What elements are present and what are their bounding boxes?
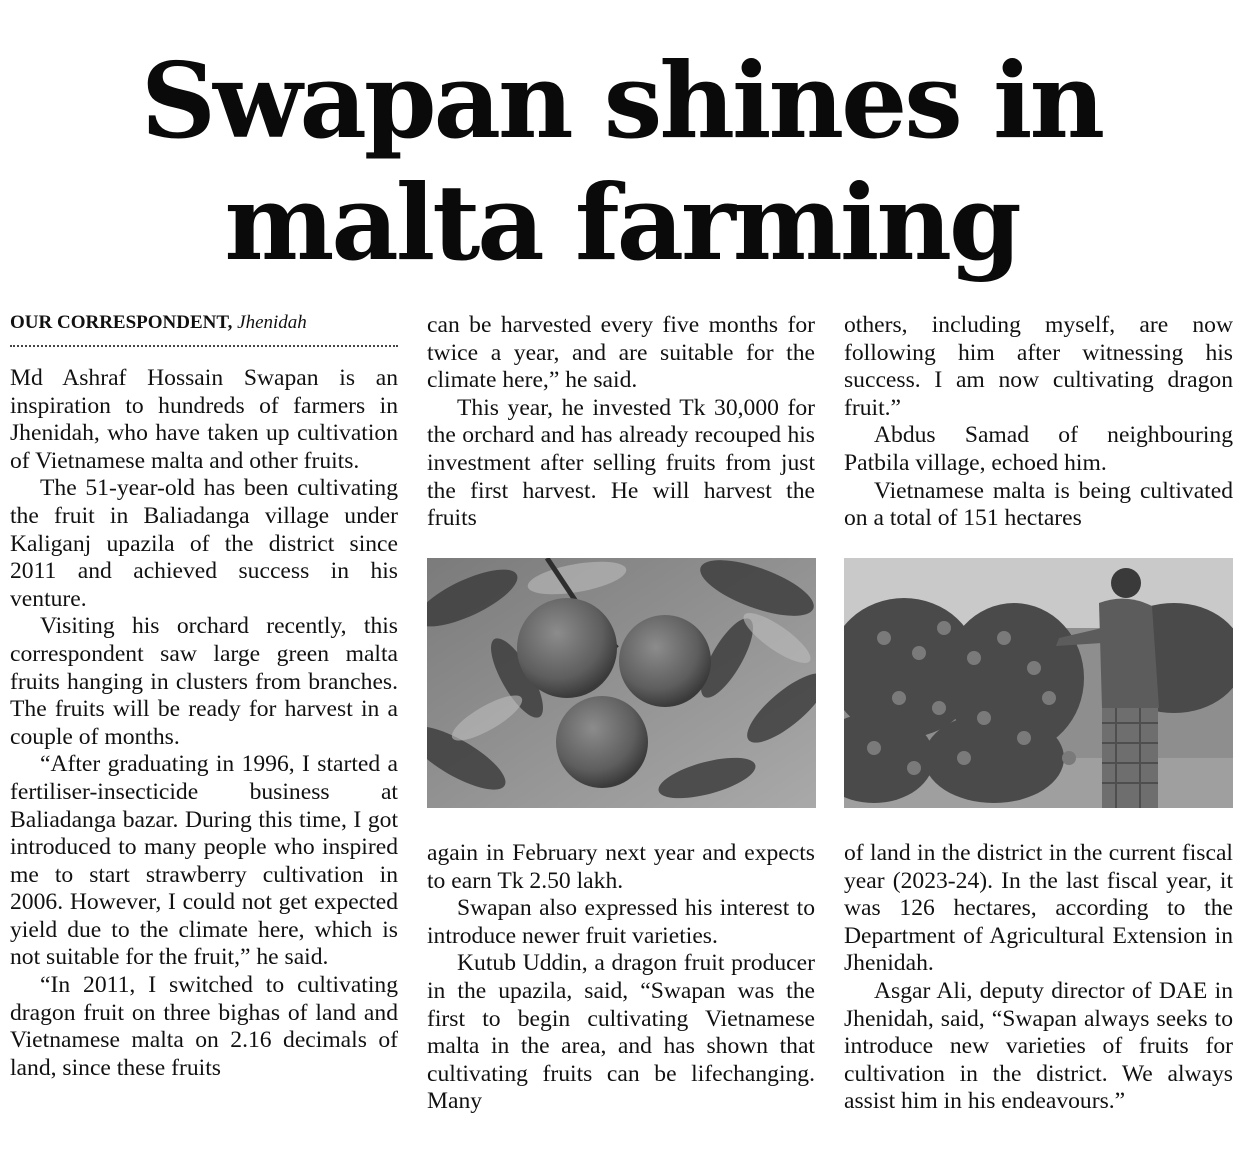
- paragraph: Abdus Samad of neighbouring Patbila village, echoed him.: [844, 422, 1233, 476]
- headline-line-2: malta farming: [224, 161, 1019, 284]
- paragraph: “After graduating in 1996, I started a fertiliser-insecticide business at Baliadanga bazar. During this time, I got introduced to many people who inspired me to start strawberry cultivation in 2006. However, I could not get expected yield due to the climate here, which is not suitable for the fruit,” he said.: [10, 751, 398, 971]
- malta-fruit-cluster-photo-icon: [427, 558, 816, 808]
- byline-divider: [10, 345, 398, 347]
- paragraph: Kutub Uddin, a dragon fruit producer in the upazila, said, “Swapan was the first to begin cultivating Vietnamese malta in the area, and has shown that cultivating fruits can be lifechanging. Many: [427, 950, 815, 1115]
- column-2-bottom: [427, 840, 815, 1116]
- paragraph: Visiting his orchard recently, this correspondent saw large green malta fruits hanging in clusters from branches. The fruits will be ready for harvest in a couple of months.: [10, 613, 398, 750]
- byline-name: OUR CORRESPONDENT,: [10, 312, 233, 333]
- column-3-bottom: [844, 840, 1233, 1116]
- paragraph: of land in the district in the current fiscal year (2023-24). In the last fiscal year, it was 126 hectares, according to the Department of Agricultural Extension in Jhenidah.: [844, 840, 1233, 977]
- paragraph: Md Ashraf Hossain Swapan is an inspiration to hundreds of farmers in Jhenidah, who have taken up cultivation of Vietnamese malta and other fruits.: [10, 365, 398, 474]
- malta-fruit-photo: [427, 558, 816, 808]
- farmer-in-orchard-photo-icon: [844, 558, 1233, 808]
- column-1: [10, 365, 398, 1082]
- paragraph: Vietnamese malta is being cultivated on a total of 151 hectares: [844, 477, 1233, 532]
- column-3-top: [844, 312, 1233, 533]
- farmer-orchard-photo: [844, 558, 1233, 808]
- headline-line-1: Swapan shines in: [140, 39, 1103, 162]
- paragraph: Asgar Ali, deputy director of DAE in Jhenidah, said, “Swapan always seeks to introduce new varieties of fruits for cultivation in the district. We always assist him in his endeavours.”: [844, 977, 1233, 1115]
- paragraph: “In 2011, I switched to cultivating dragon fruit on three bighas of land and Vietnamese malta on 2.16 decimals of land, since these fruits: [10, 972, 398, 1081]
- paragraph: can be harvested every five months for twice a year, and are suitable for the climate here,” he said.: [427, 312, 815, 394]
- paragraph: others, including myself, are now following him after witnessing his success. I am now cultivating dragon fruit.”: [844, 312, 1233, 421]
- headline: [0, 40, 1243, 284]
- paragraph: The 51-year-old has been cultivating the fruit in Baliadanga village under Kaliganj upazila of the district since 2011 and achieved success in his venture.: [10, 475, 398, 612]
- byline: [10, 310, 398, 336]
- byline-place: Jhenidah: [237, 312, 307, 333]
- paragraph: This year, he invested Tk 30,000 for the orchard and has already recouped his investment after selling fruits from just the first harvest. He will harvest the fruits: [427, 394, 815, 532]
- paragraph: Swapan also expressed his interest to introduce newer fruit varieties.: [427, 895, 815, 949]
- column-2-top: [427, 312, 815, 533]
- paragraph: again in February next year and expects to earn Tk 2.50 lakh.: [427, 840, 815, 894]
